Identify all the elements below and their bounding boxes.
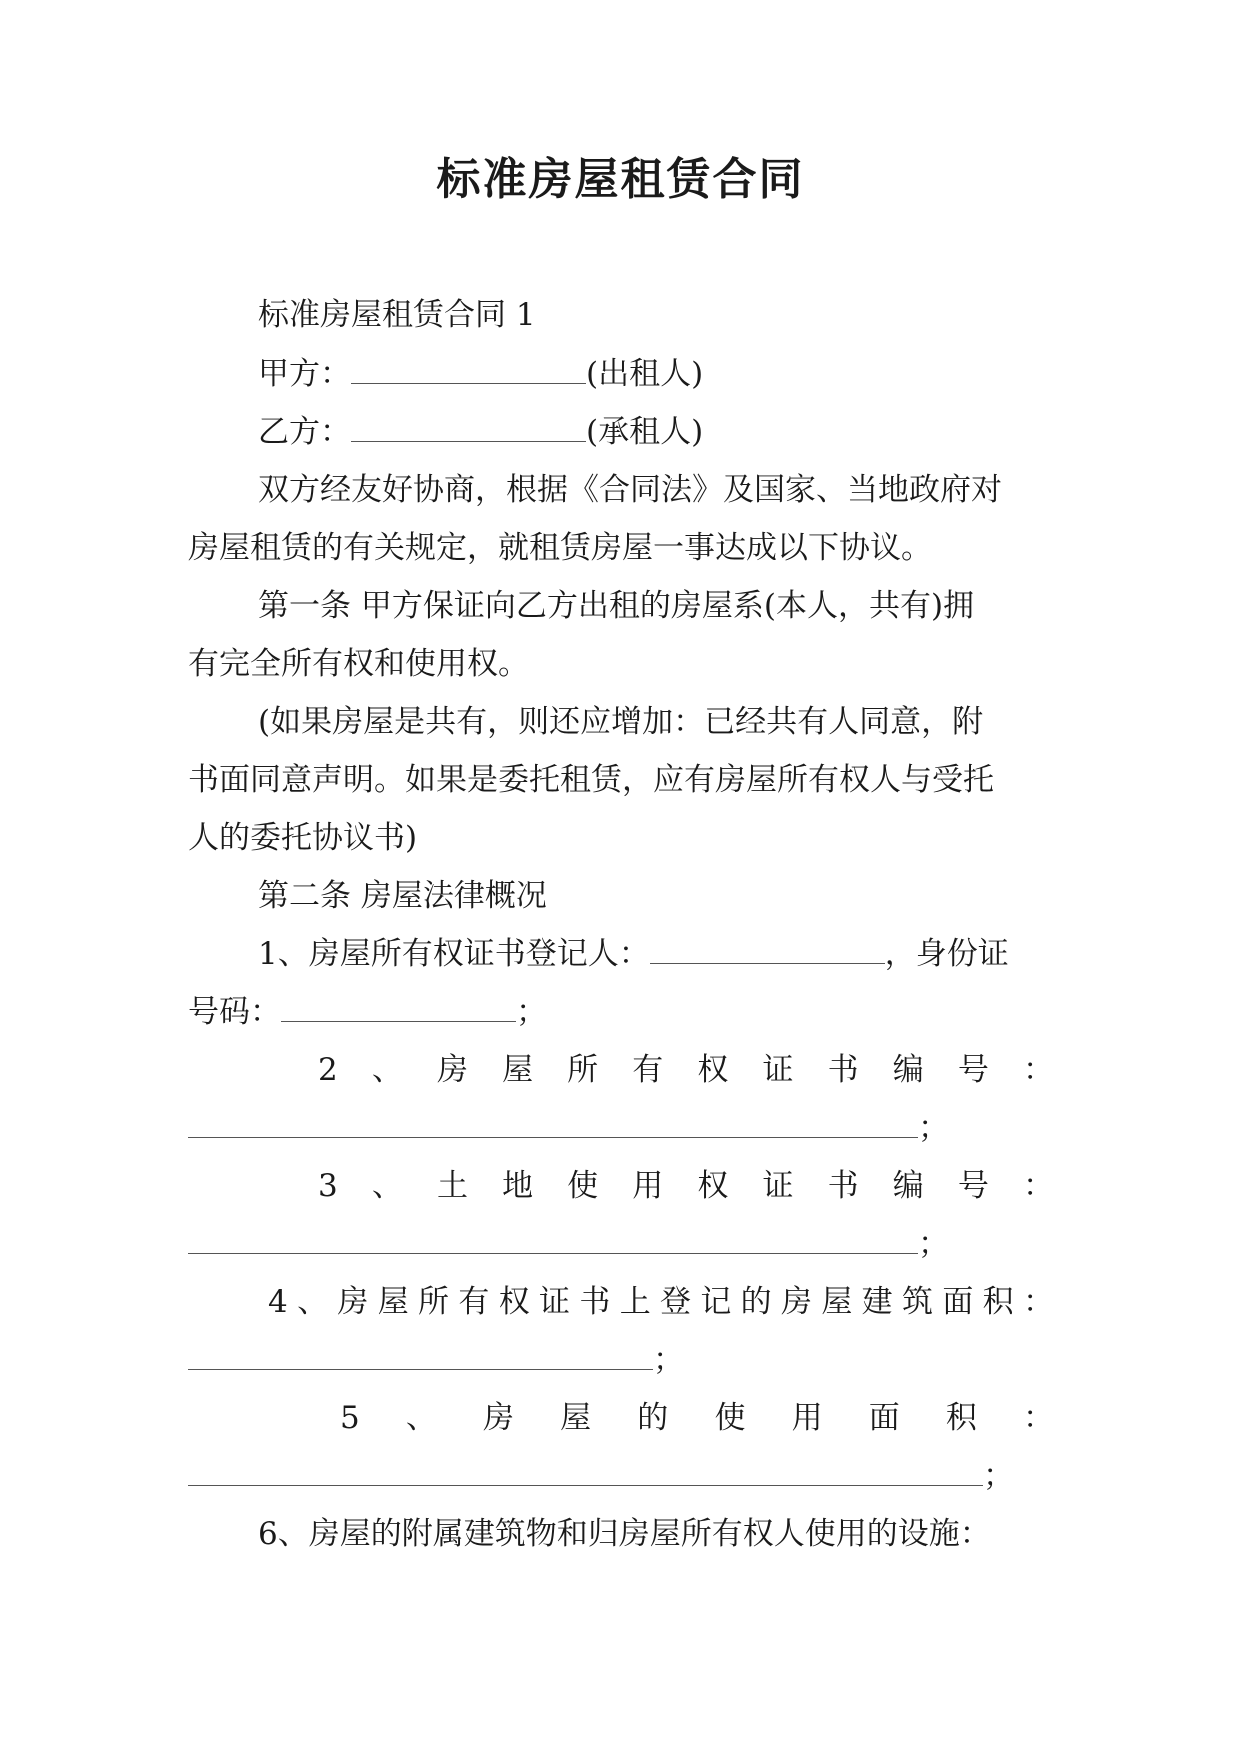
item5-char: 使: [714, 1400, 746, 1436]
item4-char: 权: [498, 1284, 530, 1320]
document-title: 标准房屋租赁合同: [436, 154, 805, 205]
item2-line-1: [318, 1041, 1054, 1099]
item4-char: 建: [861, 1284, 893, 1320]
item4-line-1: [268, 1273, 1054, 1331]
item5-char: 房: [483, 1400, 515, 1436]
party-a-label: 甲方：: [258, 356, 351, 392]
item1-owner-blank: [650, 937, 885, 964]
contract-subtitle: 标准房屋租赁合同 1: [258, 297, 536, 333]
item5-line-1: [340, 1389, 1054, 1447]
item1-id-blank: [281, 995, 516, 1022]
item2-line-2: [188, 1099, 1054, 1157]
item4-char: 上: [619, 1284, 651, 1320]
item4-char: 积: [982, 1284, 1014, 1320]
item4-end: ；: [653, 1342, 684, 1378]
item3-char: 证: [762, 1168, 794, 1204]
intro-line-1: 双方经友好协商，根据《合同法》及国家、当地政府对: [258, 472, 1002, 508]
item5-char: 、: [405, 1400, 437, 1436]
item2-char: 书: [827, 1052, 859, 1088]
party-b-blank: [351, 415, 586, 442]
item2-char: 所: [567, 1052, 599, 1088]
item3-char: 、: [371, 1168, 403, 1204]
note-line-2: 书面同意声明。如果是委托租赁，应有房屋所有权人与受托: [188, 762, 994, 798]
item3-end: ；: [918, 1226, 949, 1262]
item2-end: ；: [918, 1110, 949, 1146]
article1-line-1: 第一条 甲方保证向乙方出租的房屋系(本人，共有)拥: [258, 588, 975, 624]
item2-char: 有: [632, 1052, 664, 1088]
item3-char: 用: [632, 1168, 664, 1204]
item2-blank: [188, 1111, 918, 1138]
item5-end: ；: [983, 1458, 1014, 1494]
note-line-1: (如果房屋是共有，则还应增加：已经共有人同意，附: [258, 704, 984, 740]
item4-char: 证: [539, 1284, 571, 1320]
item3-char: 使: [567, 1168, 599, 1204]
item4-char: ：: [1022, 1284, 1054, 1320]
item4-char: 的: [740, 1284, 772, 1320]
party-a-blank: [351, 357, 586, 384]
item4-char: 、: [297, 1284, 329, 1320]
item6-line: 6、房屋的附属建筑物和归房屋所有权人使用的设施：: [258, 1516, 991, 1552]
party-b-role: (承租人): [586, 414, 704, 450]
item5-line-2: [188, 1447, 1054, 1505]
item4-char: 4: [268, 1284, 288, 1320]
item5-blank: [188, 1459, 983, 1486]
item3-char: 编: [892, 1168, 924, 1204]
item3-line-2: [188, 1215, 1054, 1273]
article2-heading: 第二条 房屋法律概况: [258, 878, 547, 914]
item3-line-1: [318, 1157, 1054, 1215]
item5-char: 用: [791, 1400, 823, 1436]
item2-char: ：: [1022, 1052, 1054, 1088]
intro-line-2: 房屋租赁的有关规定，就租赁房屋一事达成以下协议。: [188, 530, 932, 566]
item5-char: 面: [868, 1400, 900, 1436]
item5-char: 5: [340, 1400, 360, 1436]
item4-char: 书: [579, 1284, 611, 1320]
note-line-3: 人的委托协议书): [188, 820, 418, 856]
item5-char: 积: [945, 1400, 977, 1436]
party-a-line: [258, 345, 1124, 403]
item3-char: 地: [502, 1168, 534, 1204]
item2-char: 证: [762, 1052, 794, 1088]
item4-char: 房: [781, 1284, 812, 1320]
item5-char: 的: [637, 1400, 669, 1436]
item3-char: 土: [436, 1168, 468, 1204]
item3-blank: [188, 1227, 918, 1254]
item2-char: 权: [697, 1052, 729, 1088]
item3-char: 3: [318, 1168, 338, 1204]
item4-char: 有: [458, 1284, 490, 1320]
item4-char: 面: [942, 1284, 974, 1320]
item1-line-1: [258, 925, 1124, 983]
item2-char: 、: [371, 1052, 403, 1088]
item1-id-label: ，身份证: [884, 936, 1009, 972]
item4-char: 登: [660, 1284, 692, 1320]
item2-char: 房: [436, 1052, 468, 1088]
item5-char: ：: [1023, 1400, 1054, 1436]
item4-char: 记: [700, 1284, 732, 1320]
party-a-role: (出租人): [586, 356, 704, 392]
item3-char: 权: [697, 1168, 729, 1204]
item3-char: 书: [827, 1168, 859, 1204]
item4-char: 屋: [821, 1284, 853, 1320]
party-b-label: 乙方：: [258, 414, 351, 450]
item1-label: 1、房屋所有权证书登记人：: [258, 936, 650, 972]
item2-char: 2: [318, 1052, 338, 1088]
item5-char: 屋: [560, 1400, 592, 1436]
party-b-line: [258, 403, 1124, 461]
item2-char: 编: [892, 1052, 924, 1088]
item1-end: ；: [516, 994, 547, 1030]
item3-char: ：: [1022, 1168, 1054, 1204]
item4-char: 筑: [901, 1284, 933, 1320]
item3-char: 号: [957, 1168, 989, 1204]
item4-line-2: [188, 1331, 1054, 1389]
article1-line-2: 有完全所有权和使用权。: [188, 646, 529, 682]
item4-char: 所: [418, 1284, 450, 1320]
item4-char: 屋: [377, 1284, 409, 1320]
item1-line-2: [188, 983, 1054, 1041]
item2-char: 号: [957, 1052, 989, 1088]
item4-char: 房: [337, 1284, 369, 1320]
item4-blank: [188, 1343, 653, 1370]
item2-char: 屋: [502, 1052, 534, 1088]
item1-number-label: 号码：: [188, 994, 281, 1030]
